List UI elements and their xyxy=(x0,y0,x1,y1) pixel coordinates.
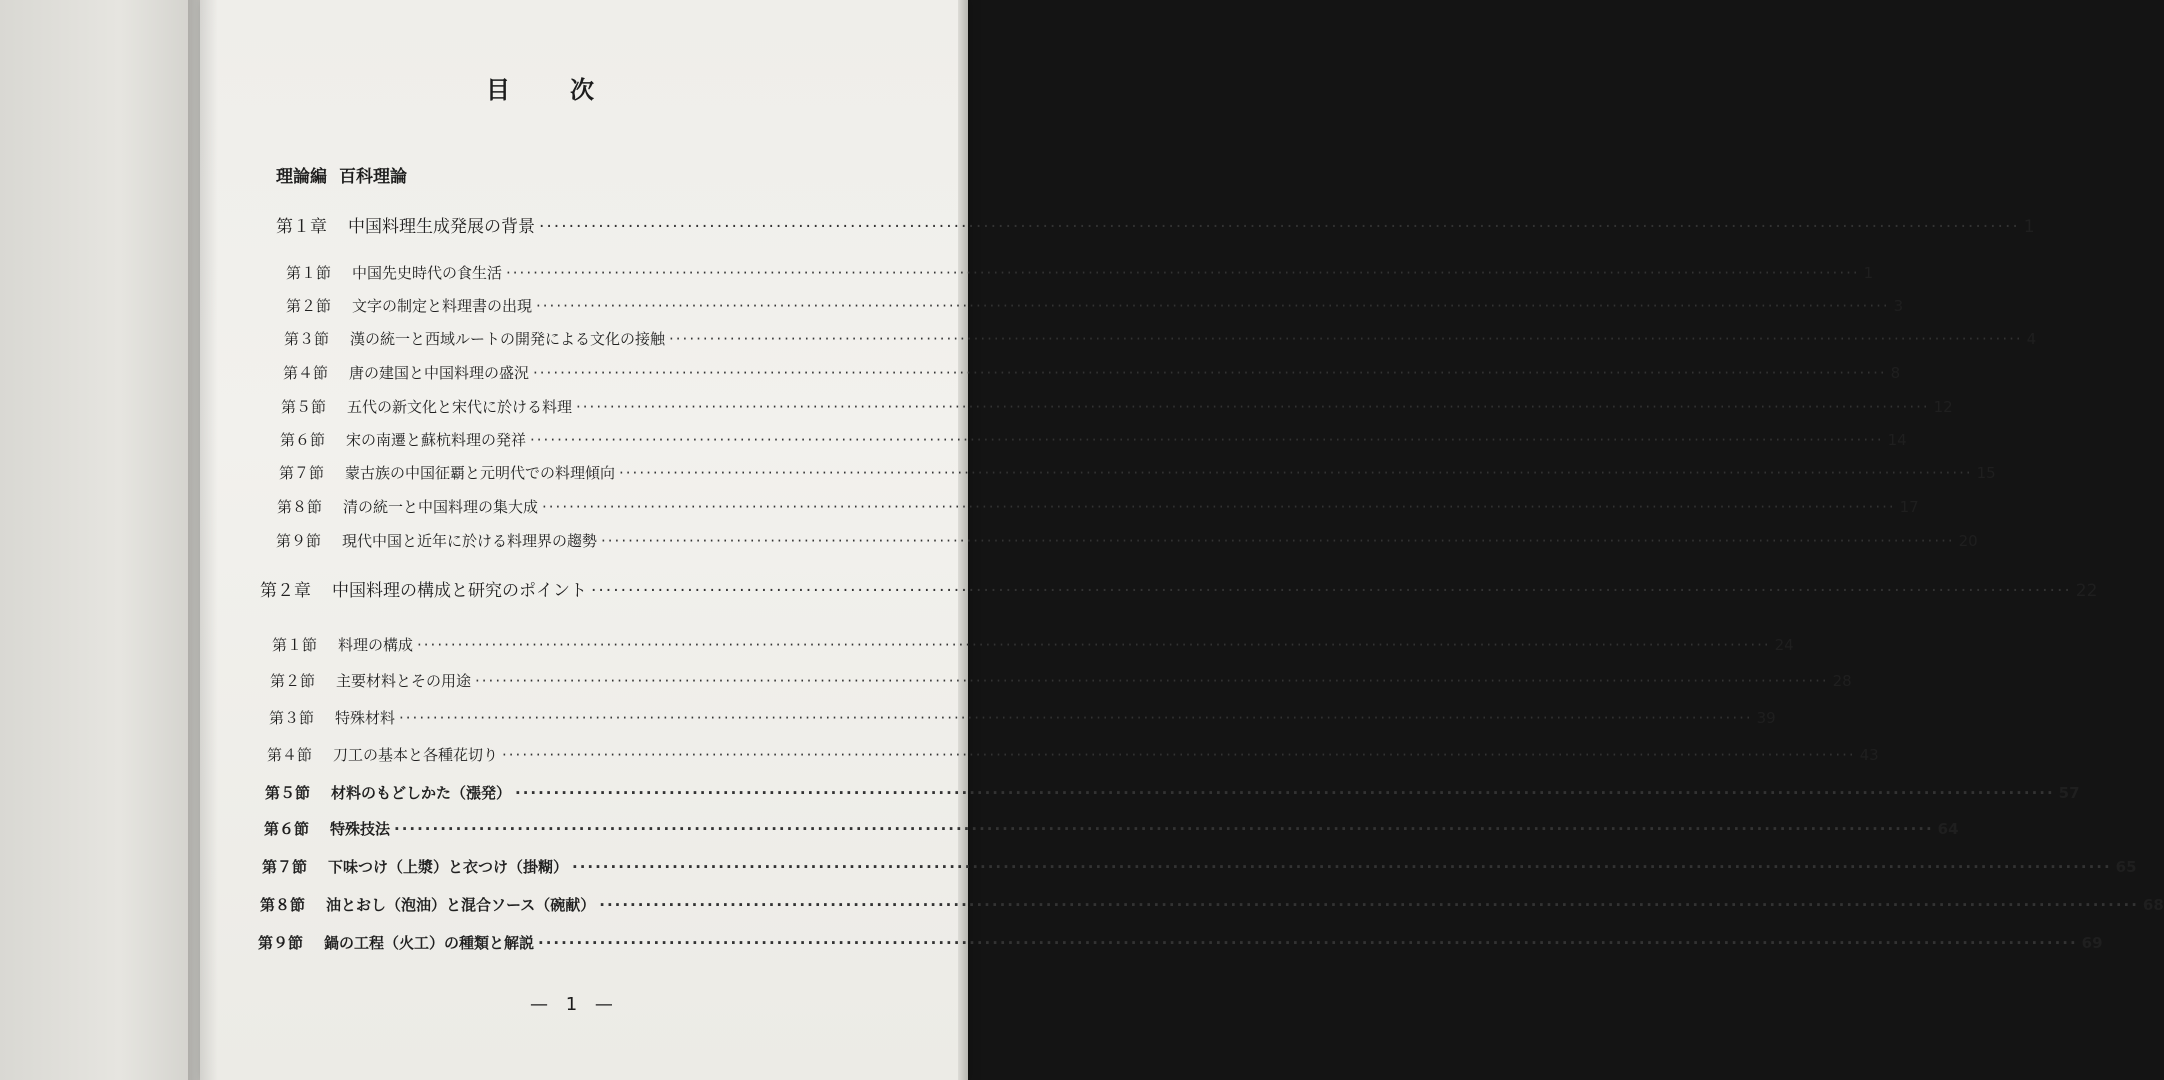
leader-dots: ········································································································································································································ xyxy=(536,297,1890,315)
section-page: 69 xyxy=(2081,934,2103,952)
section-number: 第３節 xyxy=(284,330,330,348)
section-title: 油とおし（泡油）と混合ソース（碗献） xyxy=(326,896,596,914)
section-title: 料理の構成 xyxy=(338,636,414,654)
section-page: 20 xyxy=(1958,532,1978,550)
toc-section-row xyxy=(286,295,1904,316)
section-page: 3 xyxy=(1893,297,1904,315)
leader-dots: ········································································································································································································ xyxy=(533,364,1887,382)
chapter-page: 22 xyxy=(2075,581,2098,601)
section-number: 第２節 xyxy=(286,297,332,315)
section-number: 第５節 xyxy=(281,398,327,416)
section-page: 12 xyxy=(1933,398,1953,416)
section-title: 蒙古族の中国征覇と元明代での料理傾向 xyxy=(345,464,616,482)
section-number: 第６節 xyxy=(280,431,326,449)
section-page: 39 xyxy=(1756,709,1776,727)
toc-section-row xyxy=(281,396,1953,417)
left-page xyxy=(0,0,200,1080)
section-page: 4 xyxy=(2026,330,2037,348)
section-number: 第１節 xyxy=(272,636,318,654)
leader-dots: ········································································································································································································ xyxy=(542,498,1896,516)
leader-dots: ········································································································································································································ xyxy=(572,858,2112,876)
toc-section-row xyxy=(260,894,2164,915)
toc-section-row xyxy=(264,818,1959,839)
leader-dots: ········································································································································································································ xyxy=(576,398,1930,416)
section-number: 第９節 xyxy=(258,934,304,952)
leader-dots: ········································································································································································································ xyxy=(399,709,1753,727)
toc-chapter-row xyxy=(276,212,2035,237)
chapter-number: 第１章 xyxy=(276,217,327,237)
leader-dots: ········································································································································································································ xyxy=(601,532,1955,550)
leader-dots: ········································································································································································································ xyxy=(619,464,1973,482)
section-title: 現代中国と近年に於ける料理界の趨勢 xyxy=(342,532,598,550)
section-page: 65 xyxy=(2115,858,2137,876)
page-number: — 1 — xyxy=(530,994,619,1015)
section-number: 第２節 xyxy=(270,672,316,690)
leader-dots: ········································································································································································································ xyxy=(538,934,2078,952)
section-number: 第３節 xyxy=(269,709,315,727)
part-heading xyxy=(276,162,407,187)
toc-section-row xyxy=(262,856,2137,877)
toc-section-row xyxy=(270,670,1852,691)
leader-dots: ········································································································································································································ xyxy=(394,820,1934,838)
leader-dots: ········································································································································································································ xyxy=(502,746,1856,764)
toc-section-row xyxy=(277,496,1919,517)
toc-heading: 目次 xyxy=(486,76,654,104)
leader-dots: ········································································································································································································ xyxy=(669,330,2023,348)
section-title: 五代の新文化と宋代に於ける料理 xyxy=(347,398,573,416)
toc-section-row xyxy=(272,634,1794,655)
chapter-page: 1 xyxy=(2023,217,2035,237)
section-number: 第７節 xyxy=(279,464,325,482)
section-page: 17 xyxy=(1899,498,1919,516)
leader-dots: ········································································································································································································ xyxy=(417,636,1771,654)
section-number: 第１節 xyxy=(286,264,332,282)
section-number: 第７節 xyxy=(262,858,308,876)
section-title: 中国先史時代の食生活 xyxy=(352,264,503,282)
section-page: 8 xyxy=(1890,364,1901,382)
section-page: 14 xyxy=(1887,431,1907,449)
section-title: 鍋の工程（火工）の種類と解説 xyxy=(324,934,535,952)
section-page: 57 xyxy=(2058,784,2080,802)
section-number: 第５節 xyxy=(265,784,311,802)
chapter-title: 中国料理生成発展の背景 xyxy=(348,217,535,237)
section-page: 1 xyxy=(1863,264,1874,282)
section-title: 材料のもどしかた（漲発） xyxy=(331,784,512,802)
toc-section-row xyxy=(280,429,1907,450)
leader-dots: ········································································································································································································ xyxy=(475,672,1829,690)
section-title: 特殊技法 xyxy=(330,820,391,838)
section-number: 第８節 xyxy=(277,498,323,516)
leader-dots: ········································································································································································································ xyxy=(591,581,2072,601)
section-title: 文字の制定と料理書の出現 xyxy=(352,297,533,315)
section-number: 第６節 xyxy=(264,820,310,838)
section-page: 15 xyxy=(1976,464,1996,482)
toc-section-row xyxy=(286,262,1874,283)
leader-dots: ········································································································································································································ xyxy=(515,784,2055,802)
leader-dots: ········································································································································································································ xyxy=(506,264,1860,282)
toc-section-row xyxy=(276,530,1978,551)
book-gutter xyxy=(188,0,218,1080)
section-page: 68 xyxy=(2142,896,2164,914)
leader-dots: ········································································································································································································ xyxy=(599,896,2139,914)
section-title: 唐の建国と中国料理の盛況 xyxy=(349,364,530,382)
section-title: 主要材料とその用途 xyxy=(336,672,472,690)
section-title: 宋の南遷と蘇杭料理の発祥 xyxy=(346,431,527,449)
toc-section-row xyxy=(279,462,1996,483)
section-title: 下味つけ（上漿）と衣つけ（掛糊） xyxy=(328,858,569,876)
leader-dots: ········································································································································································································ xyxy=(539,217,2020,237)
section-title: 清の統一と中国料理の集大成 xyxy=(343,498,539,516)
toc-section-row xyxy=(265,782,2080,803)
toc-chapter-row xyxy=(260,576,2098,601)
toc-section-row xyxy=(267,744,1879,765)
section-title: 漢の統一と西域ルートの開発による文化の接触 xyxy=(350,330,666,348)
section-number: 第４節 xyxy=(283,364,329,382)
section-number: 第９節 xyxy=(276,532,322,550)
toc-section-row xyxy=(258,932,2103,953)
section-number: 第８節 xyxy=(260,896,306,914)
chapter-number: 第２章 xyxy=(260,581,311,601)
toc-section-row xyxy=(284,328,2037,349)
section-number: 第４節 xyxy=(267,746,313,764)
section-page: 28 xyxy=(1832,672,1852,690)
toc-section-row xyxy=(269,707,1776,728)
leader-dots: ········································································································································································································ xyxy=(530,431,1884,449)
section-page: 43 xyxy=(1859,746,1879,764)
section-page: 64 xyxy=(1937,820,1959,838)
part-title: 百科理論 xyxy=(339,167,407,187)
section-title: 特殊材料 xyxy=(335,709,396,727)
section-page: 24 xyxy=(1774,636,1794,654)
part-label: 理論編 xyxy=(276,167,327,187)
chapter-title: 中国料理の構成と研究のポイント xyxy=(332,581,587,601)
section-title: 刀工の基本と各種花切り xyxy=(333,746,499,764)
toc-section-row xyxy=(283,362,1901,383)
